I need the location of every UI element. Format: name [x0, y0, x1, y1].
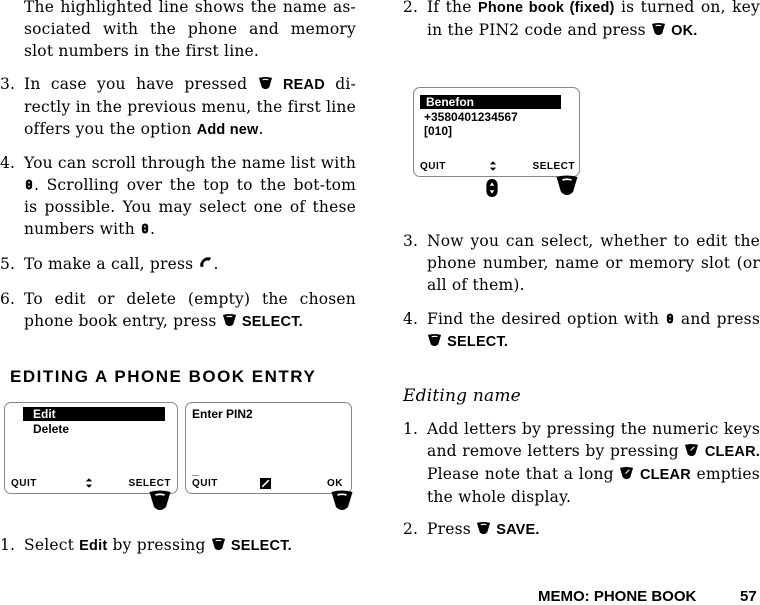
intro-paragraph: The highlighted line shows the name as-sociated with the phone and memory slot numbers in the first line.: [24, 0, 356, 60]
page-number: 57: [740, 588, 757, 605]
clear-key-icon: [684, 443, 699, 458]
select-softkey: SELECT: [128, 478, 171, 489]
scroll-arrows-icon: [489, 161, 497, 171]
footer-title: MEMO: PHONE BOOK: [538, 588, 697, 605]
step-6-left: 6. To edit or delete (empty) the chosen phone book entry, press SELECT.: [0, 290, 356, 330]
menu-item-delete: Delete: [33, 422, 70, 436]
scroll-key-icon: [140, 221, 150, 236]
quit-softkey: QUIT: [192, 478, 218, 489]
entry-slot: [010]: [424, 124, 453, 138]
quit-softkey: QUIT: [11, 478, 37, 489]
select-key-icon: [476, 521, 491, 536]
select-key-icon: [427, 333, 442, 348]
select-key-icon: [148, 489, 172, 513]
select-key-icon: [651, 22, 666, 37]
scroll-key-icon: [665, 311, 675, 326]
phone-screen-pin2: [185, 402, 352, 494]
step-4-right: 4. Find the desired option with and press SELECT.: [403, 310, 760, 350]
step-2-right: 2. If the Phone book (fixed) is turned on, key in the PIN2 code and press OK.: [403, 0, 760, 39]
quit-softkey: QUIT: [420, 161, 446, 172]
step-3-left: 3. In case you have pressed READ di-rectly in the previous menu, the first line offers you the option Add new.: [0, 75, 356, 138]
select-key-icon: [258, 76, 273, 91]
step-2b-right: 2. Press SAVE.: [403, 520, 540, 538]
clear-key-icon: [619, 466, 634, 481]
section-heading: EDITING A PHONE BOOK ENTRY: [10, 367, 317, 386]
select-key-icon: [211, 537, 226, 552]
scroll-key-icon: [483, 175, 501, 201]
entry-name: Benefon: [420, 95, 561, 109]
scroll-arrows-icon: [85, 478, 93, 488]
phone-screen-edit-menu: [4, 402, 178, 494]
select-key-icon: [222, 313, 237, 328]
step-1-left: 1. Select Edit by pressing SELECT.: [0, 536, 292, 554]
scroll-key-icon: [24, 177, 34, 192]
select-key-icon: [555, 174, 579, 198]
phone-screen-entry: [413, 87, 580, 177]
step-5-left: 5. To make a call, press .: [0, 255, 219, 273]
menu-item-edit: Edit: [23, 407, 165, 421]
pin2-prompt: Enter PIN2: [192, 407, 253, 421]
input-cursor: _: [192, 463, 199, 477]
edit-mode-icon: [260, 478, 271, 489]
step-3-right: 3. Now you can select, whether to edit the phone number, name or memory slot (or all of them).: [403, 232, 760, 294]
select-softkey: SELECT: [532, 161, 575, 172]
select-key-icon: [330, 489, 354, 513]
editing-name-subheading: Editing name: [403, 386, 521, 406]
ok-softkey: OK: [327, 478, 343, 489]
step-4-left: 4. You can scroll through the name list with . Scrolling over the top to the bot-tom is possible. You may select one of these numbers with .: [0, 154, 356, 238]
step-1-right: 1. Add letters by pressing the numeric keys and remove letters by pressing CLEAR. Please note that a long CLEAR empties the whole display.: [403, 420, 760, 506]
entry-number: +3580401234567: [424, 110, 518, 124]
call-key-icon: [198, 256, 213, 271]
